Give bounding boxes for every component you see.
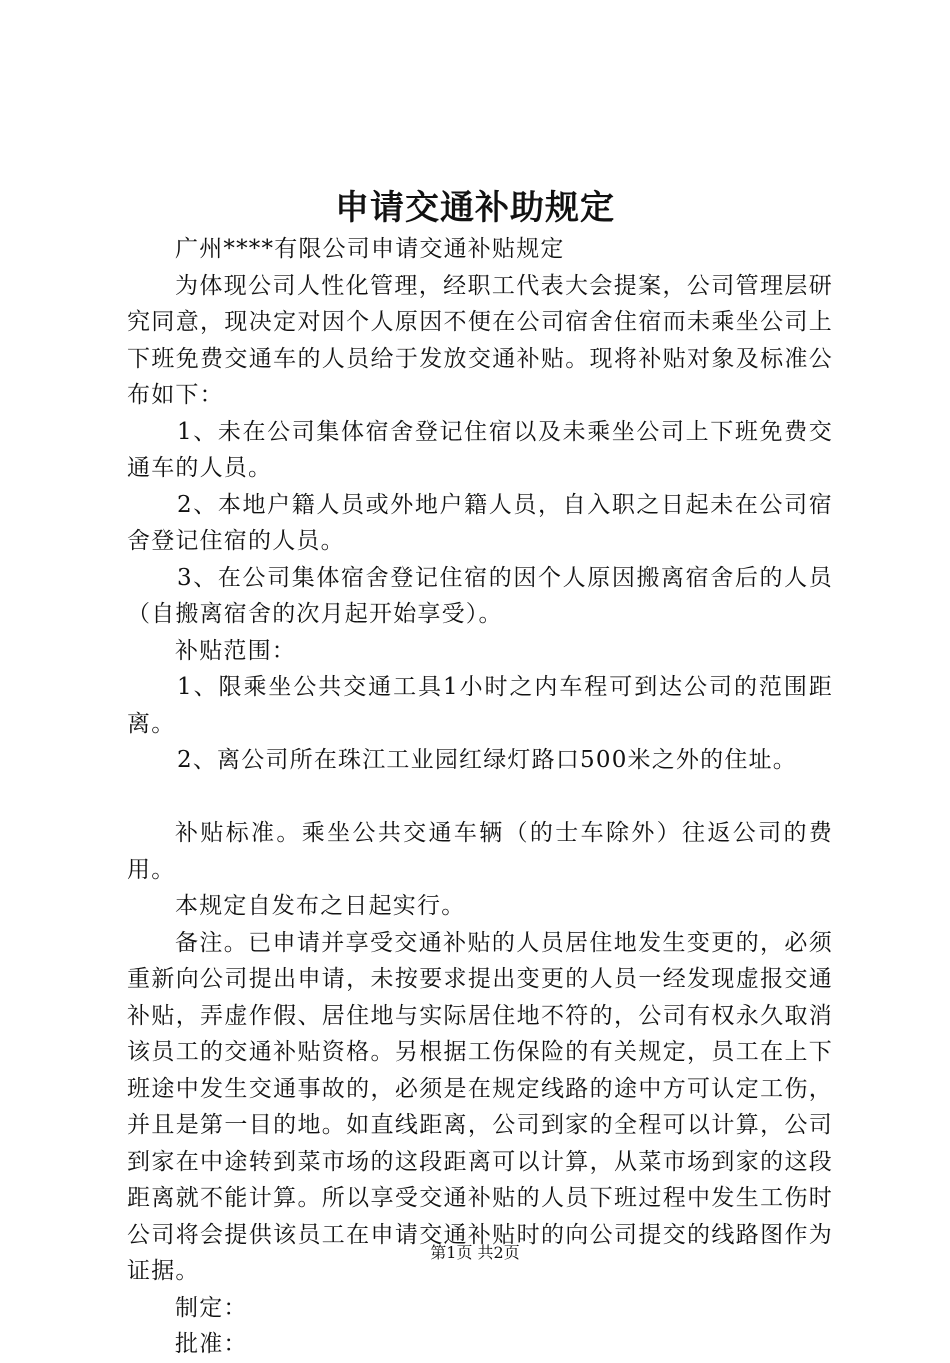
scope-item-2: 2、离公司所在珠江工业园红绿灯路口500米之外的住址。 (177, 747, 797, 773)
eligibility-item-3: 3、在公司集体宿舍登记住宿的因个人原因搬离宿舍后的人员（自搬离宿舍的次月起开始享受）。 (127, 564, 833, 627)
page-number-footer: 第1页 共2页 (430, 1243, 520, 1262)
prepared-by-label: 制定： (175, 1294, 248, 1321)
subsidy-scope-heading: 补贴范围： (175, 637, 296, 664)
eligibility-item-1: 1、未在公司集体宿舍登记住宿以及未乘坐公司上下班免费交通车的人员。 (127, 418, 833, 481)
approved-by-label: 批准： (175, 1331, 248, 1357)
effective-date-paragraph: 本规定自发布之日起实行。 (175, 893, 466, 919)
blank-line (127, 779, 833, 816)
eligibility-item-2: 2、本地户籍人员或外地户籍人员，自入职之日起未在公司宿舍登记住宿的人员。 (127, 491, 833, 554)
remarks-paragraph: 备注。已申请并享受交通补贴的人员居住地发生变更的，必须重新向公司提出申请，未按要求提出变更的人员一经发现虚报交通补贴，弄虚作假、居住地与实际居住地不符的，公司有权永久取消该员工的交通补贴资格。另根据工伤保险的有关规定，员工在上下班途中发生交通事故的，必须是在规定线路的途中方可认定工伤，并且是第一目的地。如直线距离，公司到家的全程可以计算，公司到家在中途转到菜市场的这段距离可以计算，从菜市场到家的这段距离就不能计算。所以享受交通补贴的人员下班过程中发生工伤时公司将会提供该员工在申请交通补贴时的向公司提交的线路图作为证据。 (127, 929, 833, 1284)
intro-paragraph: 为体现公司人性化管理，经职工代表大会提案，公司管理层研究同意，现决定对因个人原因不便在公司宿舍住宿而未乘坐公司上下班免费交通车的人员给于发放交通补贴。现将补贴对象及标准公布如下： (127, 272, 833, 408)
document-body (127, 231, 833, 1363)
scope-item-1: 1、限乘坐公共交通工具1小时之内车程可到达公司的范围距离。 (127, 674, 833, 737)
subsidy-standard-paragraph: 补贴标准。乘坐公共交通车辆（的士车除外）往返公司的费用。 (127, 820, 833, 883)
document-title: 申请交通补助规定 (335, 188, 615, 228)
company-regulation-heading: 广州****有限公司申请交通补贴规定 (175, 236, 565, 262)
